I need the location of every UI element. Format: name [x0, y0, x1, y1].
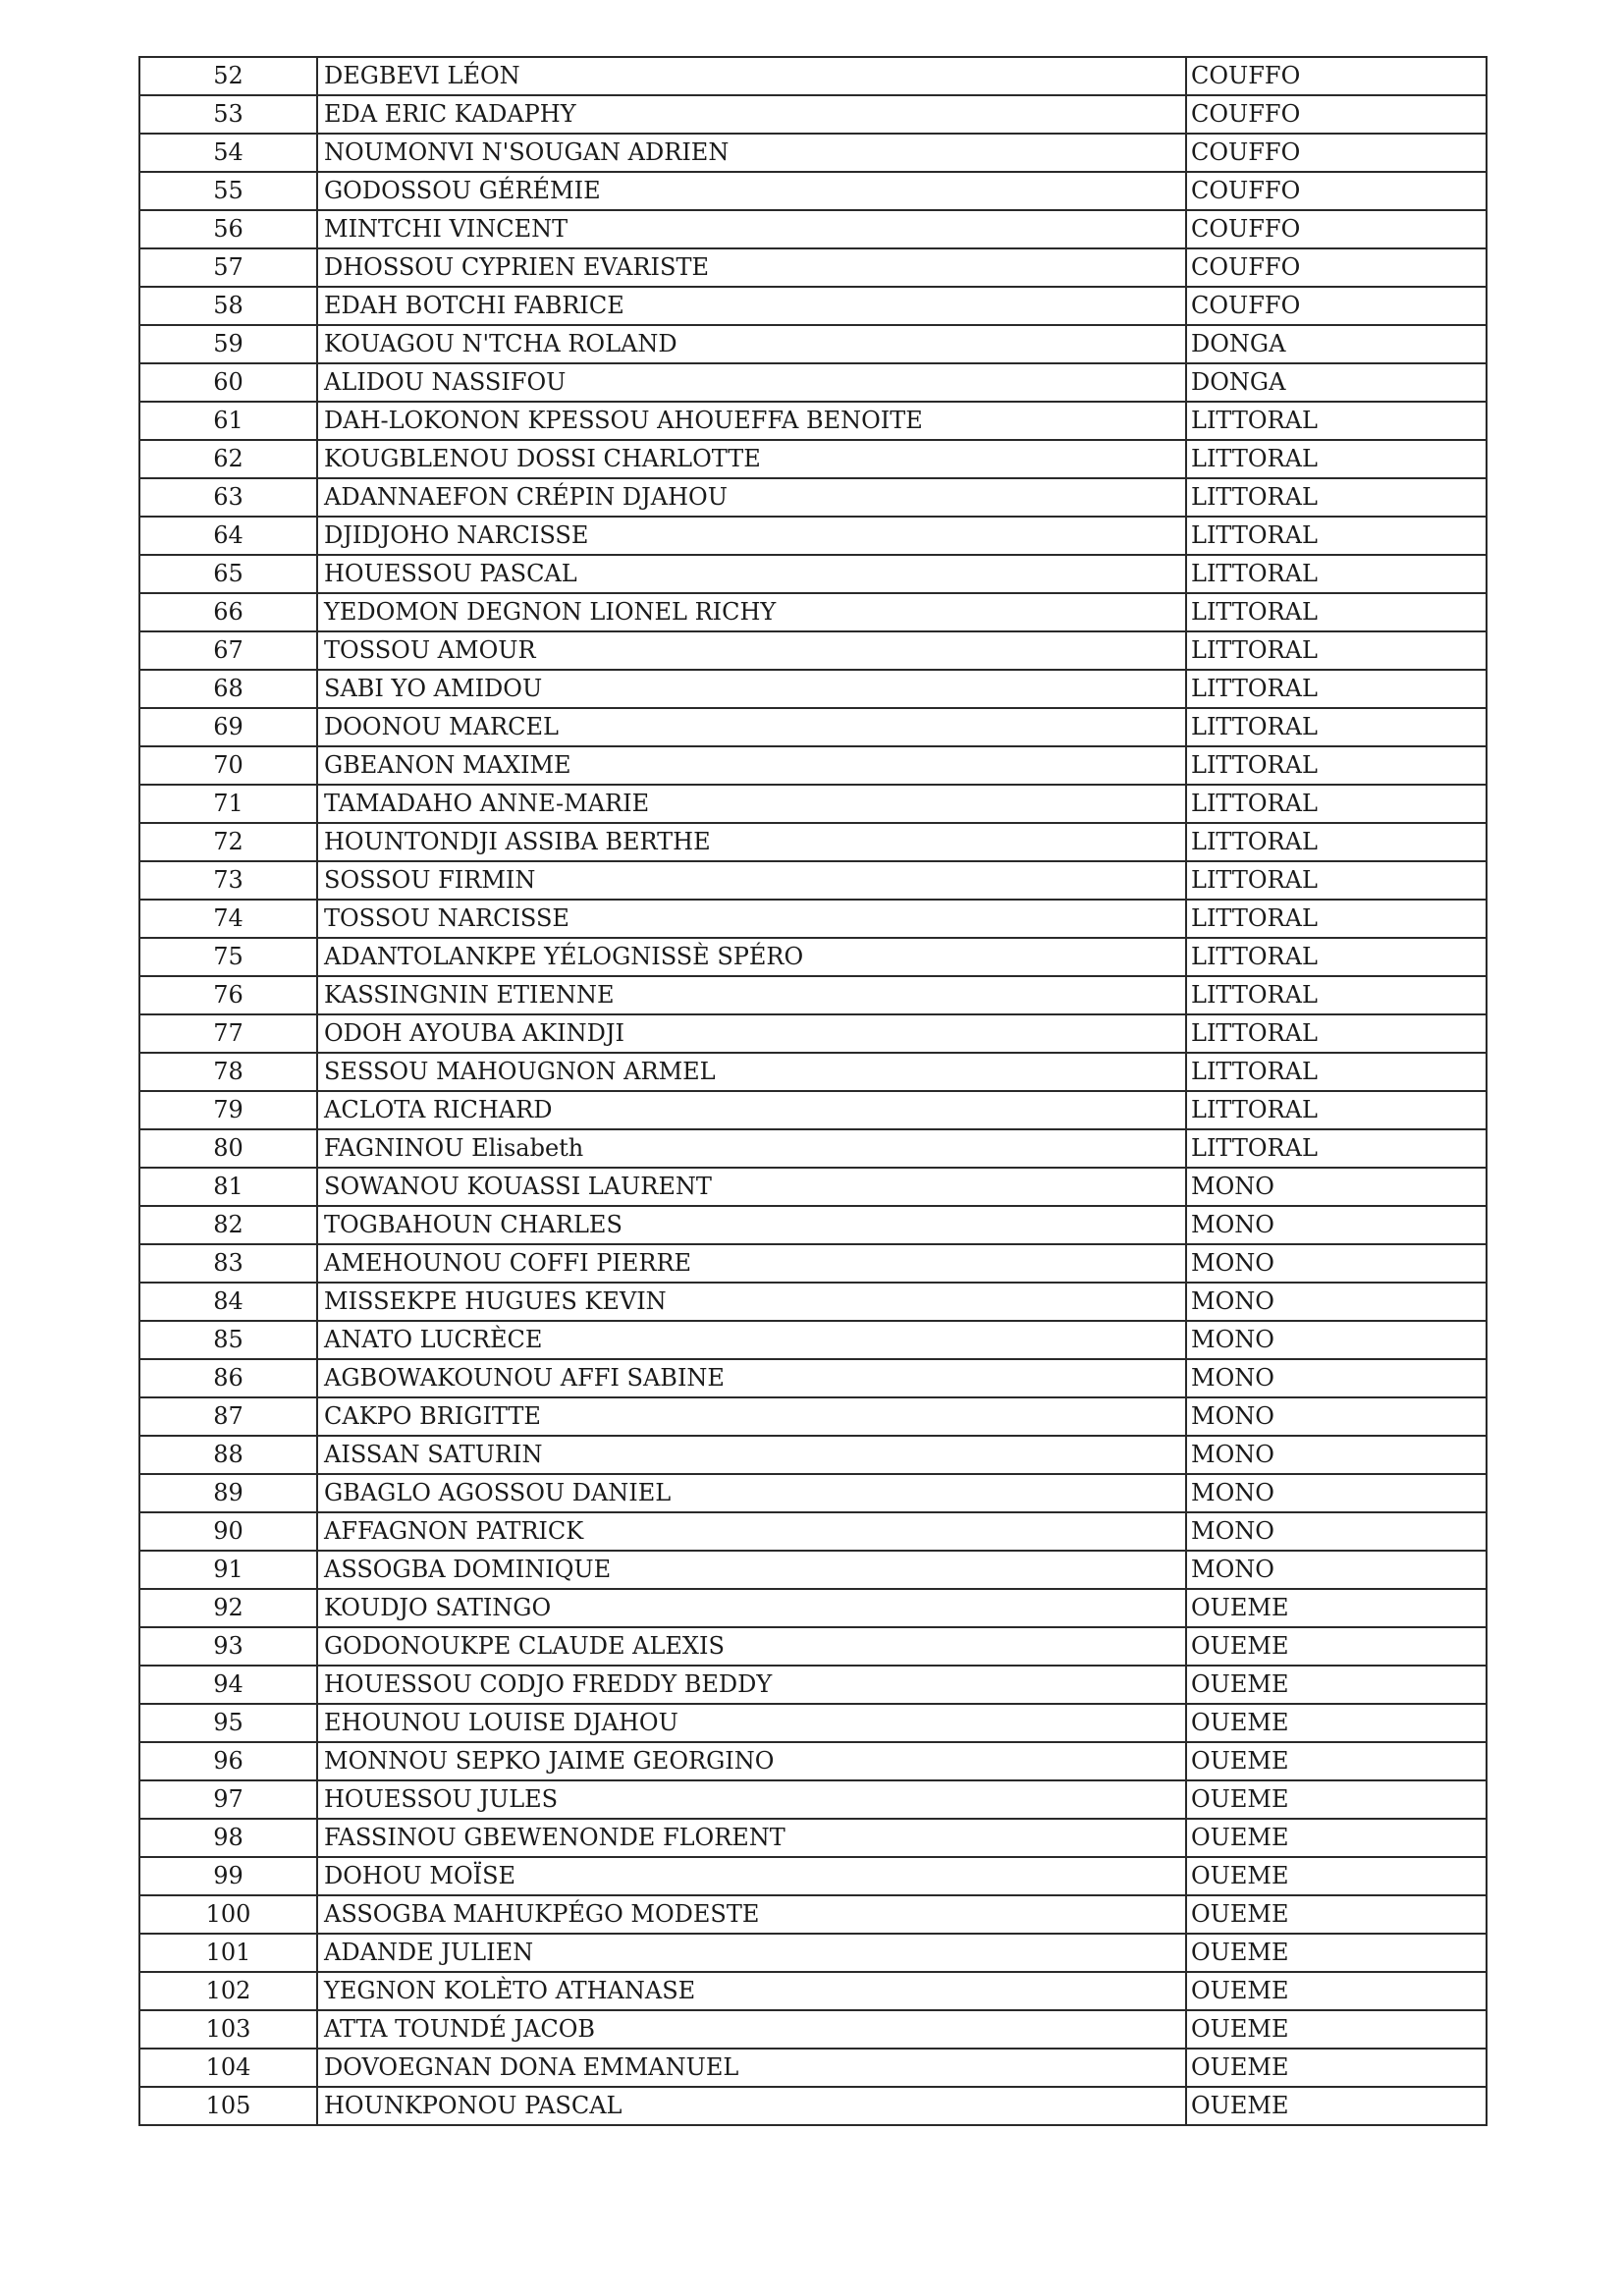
row-number: 63	[139, 478, 317, 517]
person-name: ODOH AYOUBA AKINDJI	[317, 1014, 1186, 1053]
department-name: LITTORAL	[1186, 746, 1487, 785]
row-number: 103	[139, 2010, 317, 2049]
table-row	[139, 248, 1487, 287]
table-row	[139, 1704, 1487, 1742]
table-row	[139, 1857, 1487, 1895]
row-number: 102	[139, 1972, 317, 2010]
department-name: LITTORAL	[1186, 593, 1487, 631]
department-name: OUEME	[1186, 1895, 1487, 1934]
person-name: DHOSSOU CYPRIEN EVARISTE	[317, 248, 1186, 287]
department-name: MONO	[1186, 1397, 1487, 1436]
person-name: ATTA TOUNDÉ JACOB	[317, 2010, 1186, 2049]
person-name: AMEHOUNOU COFFI PIERRE	[317, 1244, 1186, 1283]
person-name: KOUAGOU N'TCHA ROLAND	[317, 325, 1186, 363]
person-name: HOUNKPONOU PASCAL	[317, 2087, 1186, 2125]
table-row	[139, 900, 1487, 938]
table-row	[139, 517, 1487, 555]
department-name: MONO	[1186, 1474, 1487, 1512]
person-name: KASSINGNIN ETIENNE	[317, 976, 1186, 1014]
person-name: SOWANOU KOUASSI LAURENT	[317, 1168, 1186, 1206]
department-name: OUEME	[1186, 2010, 1487, 2049]
table-row	[139, 402, 1487, 440]
person-name: EDAH BOTCHI FABRICE	[317, 287, 1186, 325]
row-number: 89	[139, 1474, 317, 1512]
row-number: 97	[139, 1780, 317, 1819]
person-name: CAKPO BRIGITTE	[317, 1397, 1186, 1436]
department-name: LITTORAL	[1186, 900, 1487, 938]
person-name: AISSAN SATURIN	[317, 1436, 1186, 1474]
department-name: MONO	[1186, 1512, 1487, 1551]
department-name: COUFFO	[1186, 134, 1487, 172]
person-name: DAH-LOKONON KPESSOU AHOUEFFA BENOITE	[317, 402, 1186, 440]
row-number: 70	[139, 746, 317, 785]
table-row	[139, 363, 1487, 402]
row-number: 64	[139, 517, 317, 555]
person-name: ALIDOU NASSIFOU	[317, 363, 1186, 402]
row-number: 62	[139, 440, 317, 478]
row-number: 68	[139, 670, 317, 708]
table-row	[139, 1014, 1487, 1053]
department-name: MONO	[1186, 1551, 1487, 1589]
person-name: MINTCHI VINCENT	[317, 210, 1186, 248]
person-name: MONNOU SEPKO JAIME GEORGINO	[317, 1742, 1186, 1780]
row-number: 100	[139, 1895, 317, 1934]
row-number: 87	[139, 1397, 317, 1436]
person-name: GBEANON MAXIME	[317, 746, 1186, 785]
row-number: 76	[139, 976, 317, 1014]
department-name: LITTORAL	[1186, 785, 1487, 823]
row-number: 55	[139, 172, 317, 210]
row-number: 81	[139, 1168, 317, 1206]
department-name: LITTORAL	[1186, 517, 1487, 555]
table-row	[139, 976, 1487, 1014]
department-name: LITTORAL	[1186, 1053, 1487, 1091]
department-name: MONO	[1186, 1206, 1487, 1244]
person-name: DOVOEGNAN DONA EMMANUEL	[317, 2049, 1186, 2087]
row-number: 72	[139, 823, 317, 861]
department-name: MONO	[1186, 1244, 1487, 1283]
department-name: LITTORAL	[1186, 1091, 1487, 1129]
person-name: ADANNAEFON CRÉPIN DJAHOU	[317, 478, 1186, 517]
department-name: LITTORAL	[1186, 555, 1487, 593]
person-name: TOSSOU AMOUR	[317, 631, 1186, 670]
person-name: AGBOWAKOUNOU AFFI SABINE	[317, 1359, 1186, 1397]
department-name: MONO	[1186, 1168, 1487, 1206]
table-row	[139, 1436, 1487, 1474]
department-name: LITTORAL	[1186, 1129, 1487, 1168]
row-number: 52	[139, 57, 317, 95]
department-name: OUEME	[1186, 1780, 1487, 1819]
table-row	[139, 555, 1487, 593]
row-number: 83	[139, 1244, 317, 1283]
department-name: LITTORAL	[1186, 976, 1487, 1014]
table-row	[139, 440, 1487, 478]
table-row	[139, 1397, 1487, 1436]
department-name: COUFFO	[1186, 57, 1487, 95]
row-number: 57	[139, 248, 317, 287]
department-name: COUFFO	[1186, 172, 1487, 210]
row-number: 79	[139, 1091, 317, 1129]
row-number: 74	[139, 900, 317, 938]
table-row	[139, 1283, 1487, 1321]
person-name: FAGNINOU Elisabeth	[317, 1129, 1186, 1168]
department-name: OUEME	[1186, 1704, 1487, 1742]
table-row	[139, 1168, 1487, 1206]
table-row	[139, 1819, 1487, 1857]
row-number: 54	[139, 134, 317, 172]
department-name: OUEME	[1186, 1934, 1487, 1972]
person-name: YEGNON KOLÈTO ATHANASE	[317, 1972, 1186, 2010]
table-row	[139, 823, 1487, 861]
department-name: COUFFO	[1186, 248, 1487, 287]
department-name: COUFFO	[1186, 95, 1487, 134]
person-name: EDA ERIC KADAPHY	[317, 95, 1186, 134]
person-name: MISSEKPE HUGUES KEVIN	[317, 1283, 1186, 1321]
department-name: COUFFO	[1186, 210, 1487, 248]
person-name: GODONOUKPE CLAUDE ALEXIS	[317, 1627, 1186, 1666]
row-number: 56	[139, 210, 317, 248]
table-row	[139, 210, 1487, 248]
table-row	[139, 938, 1487, 976]
row-number: 82	[139, 1206, 317, 1244]
row-number: 67	[139, 631, 317, 670]
row-number: 60	[139, 363, 317, 402]
row-number: 93	[139, 1627, 317, 1666]
department-name: OUEME	[1186, 1819, 1487, 1857]
table-row	[139, 1053, 1487, 1091]
department-name: OUEME	[1186, 2087, 1487, 2125]
row-number: 86	[139, 1359, 317, 1397]
person-name: ADANTOLANKPE YÉLOGNISSÈ SPÉRO	[317, 938, 1186, 976]
row-number: 88	[139, 1436, 317, 1474]
row-number: 98	[139, 1819, 317, 1857]
row-number: 92	[139, 1589, 317, 1627]
person-name: TOGBAHOUN CHARLES	[317, 1206, 1186, 1244]
person-name: HOUESSOU PASCAL	[317, 555, 1186, 593]
table-row	[139, 2087, 1487, 2125]
department-name: MONO	[1186, 1283, 1487, 1321]
person-name: KOUDJO SATINGO	[317, 1589, 1186, 1627]
row-number: 73	[139, 861, 317, 900]
person-name: HOUESSOU CODJO FREDDY BEDDY	[317, 1666, 1186, 1704]
department-name: MONO	[1186, 1436, 1487, 1474]
department-name: MONO	[1186, 1321, 1487, 1359]
table-row	[139, 134, 1487, 172]
department-name: MONO	[1186, 1359, 1487, 1397]
table-row	[139, 95, 1487, 134]
person-name: DEGBEVI LÉON	[317, 57, 1186, 95]
table-row	[139, 670, 1487, 708]
department-name: OUEME	[1186, 1857, 1487, 1895]
table-row	[139, 746, 1487, 785]
department-name: DONGA	[1186, 363, 1487, 402]
participants-table	[138, 56, 1488, 2126]
person-name: ASSOGBA MAHUKPÉGO MODESTE	[317, 1895, 1186, 1934]
department-name: LITTORAL	[1186, 1014, 1487, 1053]
participants-table-body	[139, 57, 1487, 2125]
row-number: 77	[139, 1014, 317, 1053]
person-name: DJIDJOHO NARCISSE	[317, 517, 1186, 555]
row-number: 53	[139, 95, 317, 134]
department-name: OUEME	[1186, 1972, 1487, 2010]
person-name: AFFAGNON PATRICK	[317, 1512, 1186, 1551]
table-row	[139, 1321, 1487, 1359]
table-row	[139, 1742, 1487, 1780]
person-name: YEDOMON DEGNON LIONEL RICHY	[317, 593, 1186, 631]
department-name: COUFFO	[1186, 287, 1487, 325]
row-number: 78	[139, 1053, 317, 1091]
row-number: 85	[139, 1321, 317, 1359]
department-name: LITTORAL	[1186, 938, 1487, 976]
row-number: 59	[139, 325, 317, 363]
table-row	[139, 785, 1487, 823]
table-row	[139, 57, 1487, 95]
person-name: SOSSOU FIRMIN	[317, 861, 1186, 900]
table-row	[139, 593, 1487, 631]
table-row	[139, 172, 1487, 210]
table-row	[139, 325, 1487, 363]
table-row	[139, 631, 1487, 670]
person-name: KOUGBLENOU DOSSI CHARLOTTE	[317, 440, 1186, 478]
table-row	[139, 861, 1487, 900]
table-row	[139, 1551, 1487, 1589]
table-row	[139, 1244, 1487, 1283]
person-name: TOSSOU NARCISSE	[317, 900, 1186, 938]
person-name: DOHOU MOÏSE	[317, 1857, 1186, 1895]
person-name: FASSINOU GBEWENONDE FLORENT	[317, 1819, 1186, 1857]
row-number: 91	[139, 1551, 317, 1589]
department-name: DONGA	[1186, 325, 1487, 363]
department-name: LITTORAL	[1186, 861, 1487, 900]
person-name: HOUNTONDJI ASSIBA BERTHE	[317, 823, 1186, 861]
person-name: TAMADAHO ANNE-MARIE	[317, 785, 1186, 823]
row-number: 105	[139, 2087, 317, 2125]
table-row	[139, 1512, 1487, 1551]
row-number: 58	[139, 287, 317, 325]
row-number: 90	[139, 1512, 317, 1551]
table-row	[139, 1934, 1487, 1972]
person-name: DOONOU MARCEL	[317, 708, 1186, 746]
row-number: 101	[139, 1934, 317, 1972]
person-name: GBAGLO AGOSSOU DANIEL	[317, 1474, 1186, 1512]
row-number: 80	[139, 1129, 317, 1168]
department-name: OUEME	[1186, 2049, 1487, 2087]
row-number: 104	[139, 2049, 317, 2087]
row-number: 71	[139, 785, 317, 823]
table-row	[139, 1627, 1487, 1666]
table-row	[139, 287, 1487, 325]
row-number: 95	[139, 1704, 317, 1742]
department-name: OUEME	[1186, 1742, 1487, 1780]
department-name: OUEME	[1186, 1627, 1487, 1666]
table-row	[139, 1666, 1487, 1704]
person-name: NOUMONVI N'SOUGAN ADRIEN	[317, 134, 1186, 172]
person-name: GODOSSOU GÉRÉMIE	[317, 172, 1186, 210]
table-row	[139, 2010, 1487, 2049]
table-row	[139, 1780, 1487, 1819]
person-name: EHOUNOU LOUISE DJAHOU	[317, 1704, 1186, 1742]
person-name: ANATO LUCRÈCE	[317, 1321, 1186, 1359]
department-name: LITTORAL	[1186, 402, 1487, 440]
row-number: 84	[139, 1283, 317, 1321]
department-name: LITTORAL	[1186, 478, 1487, 517]
department-name: LITTORAL	[1186, 670, 1487, 708]
table-row	[139, 1129, 1487, 1168]
row-number: 94	[139, 1666, 317, 1704]
department-name: OUEME	[1186, 1589, 1487, 1627]
row-number: 75	[139, 938, 317, 976]
person-name: ACLOTA RICHARD	[317, 1091, 1186, 1129]
department-name: LITTORAL	[1186, 708, 1487, 746]
table-row	[139, 1972, 1487, 2010]
person-name: SESSOU MAHOUGNON ARMEL	[317, 1053, 1186, 1091]
person-name: ASSOGBA DOMINIQUE	[317, 1551, 1186, 1589]
row-number: 99	[139, 1857, 317, 1895]
row-number: 66	[139, 593, 317, 631]
table-row	[139, 1895, 1487, 1934]
table-row	[139, 1474, 1487, 1512]
department-name: OUEME	[1186, 1666, 1487, 1704]
table-row	[139, 1206, 1487, 1244]
row-number: 65	[139, 555, 317, 593]
row-number: 96	[139, 1742, 317, 1780]
person-name: HOUESSOU JULES	[317, 1780, 1186, 1819]
department-name: LITTORAL	[1186, 823, 1487, 861]
row-number: 69	[139, 708, 317, 746]
person-name: ADANDE JULIEN	[317, 1934, 1186, 1972]
row-number: 61	[139, 402, 317, 440]
department-name: LITTORAL	[1186, 440, 1487, 478]
table-row	[139, 1589, 1487, 1627]
department-name: LITTORAL	[1186, 631, 1487, 670]
person-name: SABI YO AMIDOU	[317, 670, 1186, 708]
table-row	[139, 478, 1487, 517]
table-row	[139, 1091, 1487, 1129]
table-row	[139, 708, 1487, 746]
table-row	[139, 2049, 1487, 2087]
table-row	[139, 1359, 1487, 1397]
